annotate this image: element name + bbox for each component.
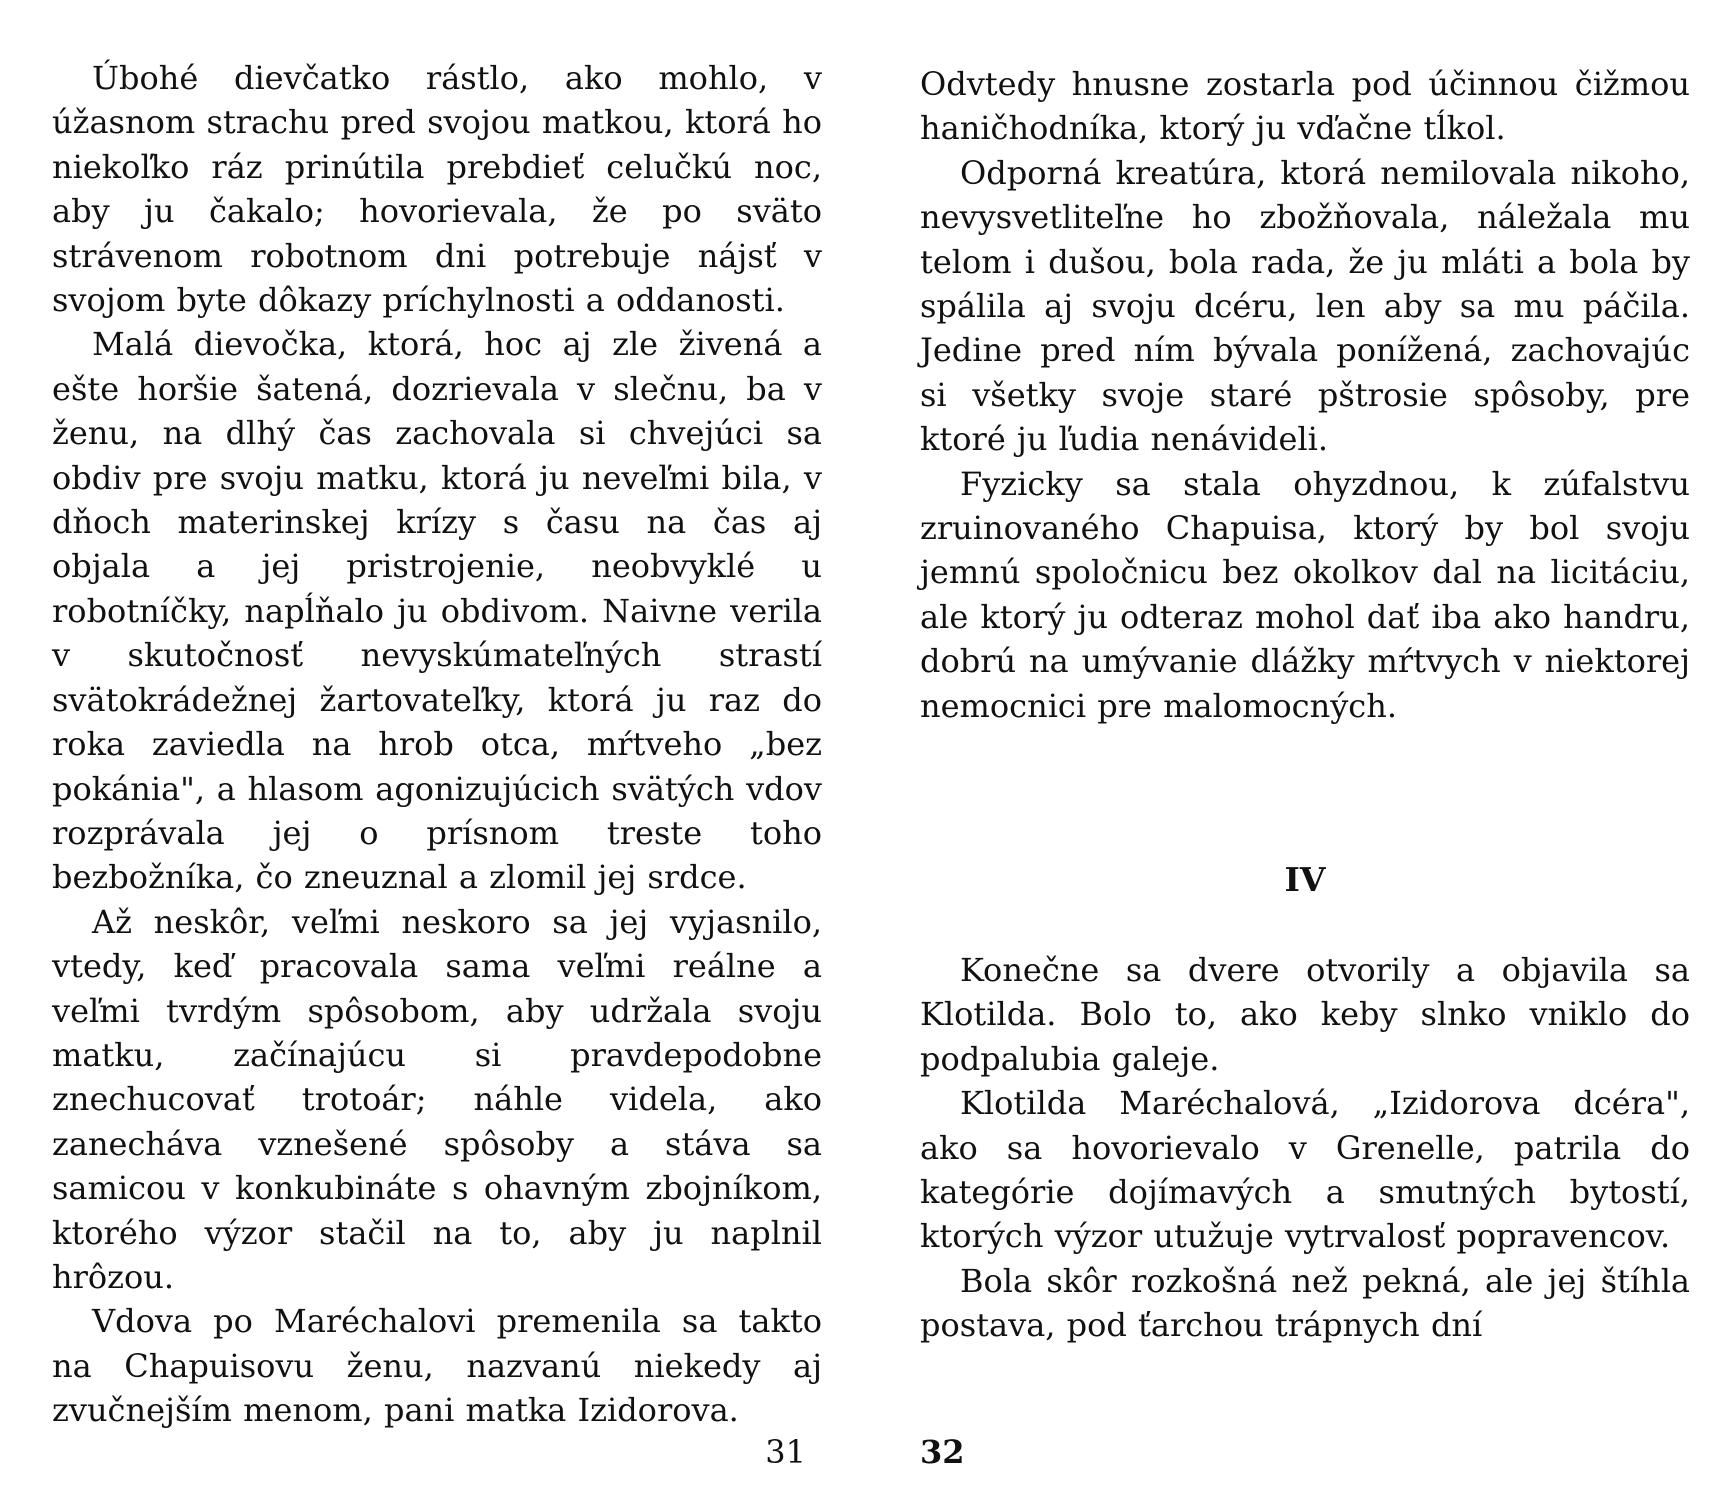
right-page-text-bottom (920, 948, 1690, 1348)
paragraph: Konečne sa dvere otvorily a objavila sa Klotilda. Bolo to, ako keby slnko vniklo do podpalubia galeje. (920, 951, 1690, 1078)
chapter-heading: IV (1284, 860, 1326, 899)
right-page-text-top (920, 62, 1690, 728)
paragraph: Bola skôr rozkošná než pekná, ale jej štíhla postava, pod ťarchou trápnych dní (920, 1261, 1690, 1345)
paragraph: Odporná kreatúra, ktorá nemilovala nikoho, nevysvetliteľne ho zbožňovala, náležala mu telom i dušou, bola rada, že ju mláti a bola by spálila aj svoju dcéru, len aby sa mu páčila. Jedine pred ním bývala ponížená, zachovajúc si všetky svoje staré pštrosie spôsoby, pre ktoré ju ľudia nenávideli. (920, 153, 1690, 459)
paragraph: Odvtedy hnusne zostarla pod účinnou čižmou haničhodníka, ktorý ju vďačne tĺkol. (920, 65, 1690, 148)
paragraph: Úbohé dievčatko rástlo, ako mohlo, v úžasnom strachu pred svojou matkou, ktorá ho niekoľko ráz prinútila prebdieť celučkú noc, aby ju čakalo; hovorievala, že po sväto strávenom robotnom dni potrebuje nájsť v svojom byte dôkazy príchylnosti a oddanosti. (52, 59, 822, 320)
page-number: 31 (765, 1433, 806, 1471)
paragraph: Fyzicky sa stala ohyzdnou, k zúfalstvu zruinovaného Chapuisa, ktorý by bol svoju jemnú spoločnicu bez okolkov dal na licitáciu, ale ktorý ju odteraz mohol dať iba ako handru, dobrú na umývanie dlážky mŕtvych v niektorej nemocnici pre malomocných. (920, 464, 1690, 725)
left-page (52, 0, 822, 1500)
right-page (920, 0, 1690, 1500)
page-number: 32 (920, 1433, 965, 1471)
paragraph: Vdova po Maréchalovi premenila sa takto na Chapuisovu ženu, nazvanú niekedy aj zvučnejším menom, pani matka Izidorova. (52, 1302, 822, 1430)
left-page-text (52, 56, 822, 1433)
paragraph: Malá dievočka, ktorá, hoc aj zle živená a ešte horšie šatená, dozrievala v slečnu, ba v ženu, na dlhý čas zachovala si chvejúci sa obdiv pre svoju matku, ktorá ju neveľmi bila, v dňoch materinskej krízy s času na čas aj objala a jej pristrojenie, neobvyklé u robotníčky, napĺňalo ju obdivom. Naivne verila v skutočnosť nevyskúmateľných strastí svätokrádežnej žartovateľky, ktorá ju raz do roka zaviedla na hrob otca, mŕtveho „bez pokánia", a hlasom agonizujúcich svätých vdov rozprávala jej o prísnom treste toho bezbožníka, čo zneuznal a zlomil jej srdce. (52, 325, 822, 897)
paragraph: Klotilda Maréchalová, „Izidorova dcéra", ako sa hovorievalo v Grenelle, patrila do kategórie dojímavých a smutných bytostí, ktorých výzor utužuje vytrvalosť popravencov. (920, 1084, 1690, 1256)
paragraph: Až neskôr, veľmi neskoro sa jej vyjasnilo, vtedy, keď pracovala sama veľmi reálne a veľmi tvrdým spôsobom, aby udržala svoju matku, začínajúcu si pravdepodobne znechucovať trotoár; náhle videla, ako zanecháva vznešené spôsoby a stáva sa samicou v konkubináte s ohavným zbojníkom, ktorého výzor stačil na to, aby ju naplnil hrôzou. (52, 902, 822, 1296)
